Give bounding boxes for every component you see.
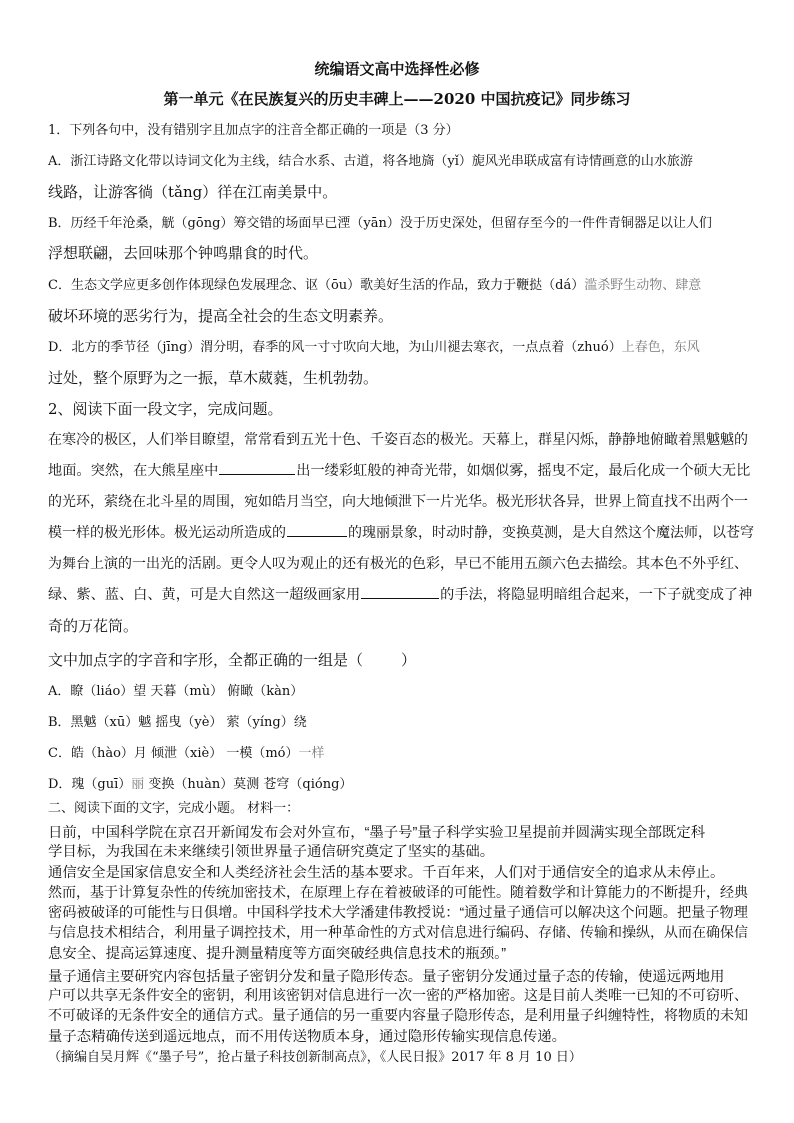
- material-1-source: （摘编自吴月辉《“墨子号”，抢占量子科技创新制高点》，《人民日报》2017 年 8 月 10 日）: [48, 1050, 582, 1065]
- q2-passage-text: 模一样的极光形体。极光运动所造成的: [48, 525, 286, 541]
- material-1-line-8: 量子通信主要研究内容包括量子密钥分发和量子隐形传态。量子密钥分发通过量子态的传输，使遥远两地用: [48, 969, 725, 985]
- q1-option-d-line-2: 过处，整个原野为之一振，草木葳蕤，生机勃勃。: [48, 369, 379, 387]
- q1-option-a-line-2: 线路，让游客徜（tǎng）徉在江南美景中。: [48, 183, 338, 201]
- q2-option-d-text: 变换（huàn）莫测 苍穹（qióng）: [144, 777, 353, 792]
- material-1-line-10: 不可破译的无条件安全的通信方式。量子通信的另一重要内容量子隐形传态，是利用量子纠缠特性，将物质的未知: [48, 1007, 748, 1023]
- material-1-line-9: 户可以共享无条件安全的密钥，利用该密钥对信息进行一次一密的严格加密。这是目前人类唯一已知的不可窃听、: [48, 987, 748, 1003]
- q1-option-d-line-1: [48, 336, 700, 355]
- q1-option-c-line-2: 破坏环境的恶劣行为，提高全社会的生态文明素养。: [48, 307, 394, 325]
- q1-option-b-line-2: 浮想联翩，去回味那个钟鸣鼎食的时代。: [48, 244, 319, 262]
- q2-option-a: A．瞭（liáo）望 天暮（mù） 俯瞰（kàn）: [48, 684, 304, 699]
- q2-option-d-text: D．瑰（guī）: [48, 777, 132, 792]
- question-1-stem: 1．下列各句中，没有错别字且加点字的注音全都正确的一项是（3 分）: [48, 123, 459, 138]
- q1-option-d-grey-text: 上春色，东风: [621, 340, 700, 355]
- q2-option-b: B．黑魆（xū）魆 摇曳（yè） 萦（yíng）绕: [48, 715, 307, 730]
- q2-sub-question-bracket: ）: [401, 651, 417, 669]
- q2-passage-line-5: 为舞台上演的一出光的活剧。更令人叹为观止的还有极光的色彩，早已不能用五颜六色去描绘。其本色不外乎红、: [48, 556, 748, 572]
- fill-in-blank-3[interactable]: [361, 584, 439, 599]
- q2-sub-question: [48, 649, 416, 670]
- q2-option-c-grey-text: 一样: [298, 746, 325, 761]
- q1-option-c-line-1: [48, 274, 701, 293]
- q1-option-b-line-1: B．历经千年沧桑，觥（gōng）筹交错的场面早已湮（yān）没于历史深处，但留存至今的一件件青铜器足以让人们: [48, 216, 712, 231]
- q2-passage-line-3: 的光环，萦绕在北斗星的周围，宛如皓月当空，向大地倾泄下一片光华。极光形状各异，世界上简直找不出两个一: [48, 494, 748, 510]
- question-2-stem: 2、阅读下面一段文字，完成问题。: [48, 400, 283, 418]
- material-1-line-1: 日前，中国科学院在京召开新闻发布会对外宣布，“墨子号”量子科学实验卫星提前并圆满实现全部既定科: [48, 825, 706, 841]
- q2-passage-text: 的手法，将隐显明暗组合起来，一下子就变成了神: [440, 587, 753, 604]
- q2-passage-text: 地面。突然，在大熊星座中: [48, 463, 219, 480]
- document-subtitle: 第一单元《在民族复兴的历史丰碑上——2020 中国抗疫记》同步练习: [163, 90, 631, 108]
- q2-option-c: [48, 742, 325, 761]
- q2-passage-line-1: 在寒冷的极区，人们举目瞭望，常常看到五光十色、千姿百态的极光。天幕上，群星闪烁，静静地俯瞰着黑魆魆的: [48, 432, 748, 448]
- document-title: 统编语文高中选择性必修: [314, 60, 480, 78]
- q2-option-d-grey-text: 丽: [131, 777, 145, 792]
- section-2-heading: 二、阅读下面的文字，完成小题。 材料一：: [48, 801, 300, 816]
- material-1-line-3: 通信安全是国家信息安全和人类经济社会生活的基本要求。千百年来，人们对于通信安全的追求从未停止。: [48, 865, 725, 881]
- q2-passage-text: 绿、紫、蓝、白、黄，可是大自然这一超级画家用: [48, 587, 361, 604]
- q2-option-d: [48, 773, 352, 792]
- q1-option-a-line-1: A．浙江诗路文化带以诗词文化为主线，结合水系、古道，将各地旖（yǐ）旎风光串联成富有诗情画意的山水旅游: [48, 154, 693, 169]
- material-1-line-2: 学目标，为我国在未来继续引领世界量子通信研究奠定了坚实的基础。: [48, 844, 495, 860]
- material-1-line-5: 密码被破译的可能性与日俱增。中国科学技术大学潘建伟教授说：“通过量子通信可以解决这个问题。把量子物理: [48, 905, 748, 921]
- q2-passage-line-2: [48, 460, 750, 480]
- q1-option-d-text: D．北方的季节径（jīng）渭分明，春季的风一寸寸吹向大地，为山川褪去寒衣，一点点着（zhuó）: [48, 340, 622, 355]
- material-1-line-11: 量子态精确传送到遥远地点，而不用传送物质本身，通过隐形传输实现信息传递。: [48, 1029, 567, 1045]
- fill-in-blank-1[interactable]: [219, 460, 295, 475]
- q2-passage-line-7: 奇的万花筒。: [48, 617, 139, 635]
- q2-passage-line-4: [48, 522, 754, 542]
- q1-option-c-text: C．生态文学应更多创作体现绿色发展理念、讴（ōu）歌美好生活的作品，致力于鞭挞（dá）: [48, 278, 585, 293]
- material-1-line-4: 然而，基于计算复杂性的传统加密技术，在原理上存在着被破译的可能性。随着数学和计算能力的不断提升，经典: [48, 884, 748, 900]
- q1-option-c-grey-text: 滥杀野生动物、肆意: [584, 278, 702, 293]
- fill-in-blank-2[interactable]: [287, 522, 347, 537]
- q2-passage-text: 的瑰丽景象，时动时静，变换莫测，是大自然这个魔法师，以苍穹: [348, 525, 754, 541]
- material-1-line-6: 与信息技术相结合，利用量子调控技术，用一种革命性的方式对信息进行编码、存储、传输和操纵，从而在确保信: [48, 924, 748, 940]
- q2-sub-question-text: 文中加点字的字音和字形，全都正确的一组是（: [48, 651, 364, 669]
- q2-option-c-text: C．皓（hào）月 倾泄（xiè） 一模（mó）: [48, 746, 299, 761]
- q2-passage-line-6: [48, 584, 752, 604]
- q2-passage-text: 出一缕彩虹般的神奇光带，如烟似雾，摇曳不定，最后化成一个硕大无比: [296, 463, 751, 480]
- material-1-line-7: 息安全、提高运算速度、提升测量精度等方面突破经典信息技术的瓶颈。”: [48, 946, 507, 962]
